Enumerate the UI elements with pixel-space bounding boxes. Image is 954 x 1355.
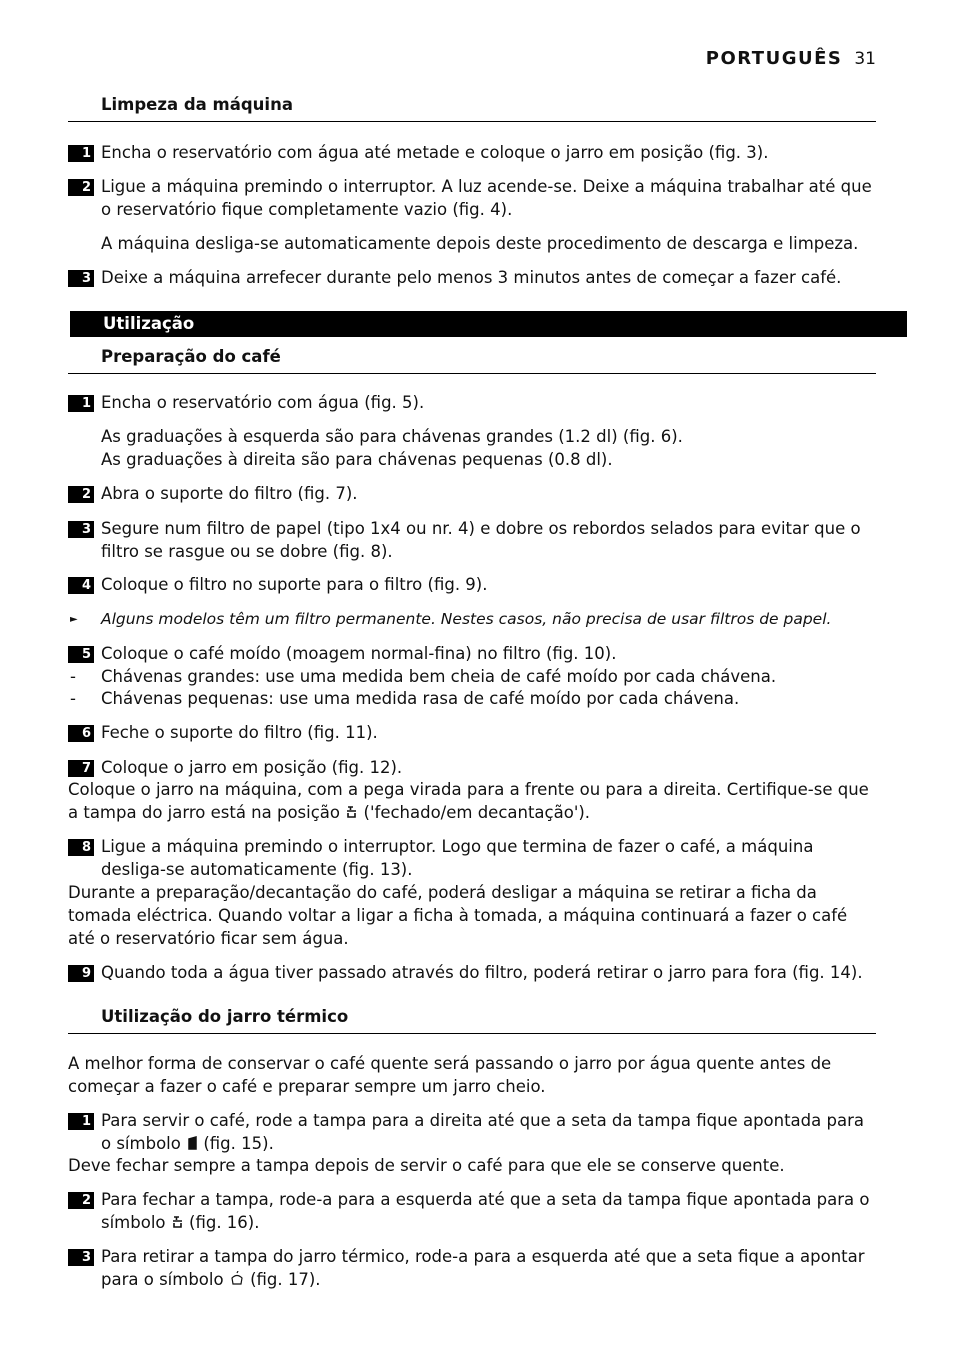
step-text: Segure num filtro de papel (tipo 1x4 ou nr. 4) e dobre os rebordos selados para evitar que o filtro se rasgue ou se dobre (fig. 8).: [101, 519, 861, 561]
step-text: Coloque o café moído (moagem normal-fina) no filtro (fig. 10).: [101, 644, 617, 663]
dash-text: Chávenas grandes: use uma medida bem cheia de café moído por cada chávena.: [101, 667, 777, 686]
step-number: 4: [68, 577, 94, 594]
thermal-step-2: 2 Para fechar a tampa, rode-a para a esquerda até que a seta da tampa fique apontada para o símbolo (fig. 16).: [68, 1188, 876, 1234]
tip-text: Alguns modelos têm um filtro permanente. Nestes casos, não precisa de usar filtros de papel.: [101, 610, 832, 628]
step-text: Encha o reservatório com água até metade e coloque o jarro em posição (fig. 3).: [101, 143, 769, 162]
step-number: 1: [68, 395, 94, 412]
step-number: 3: [68, 521, 94, 538]
step-text: Ligue a máquina premindo o interruptor. Logo que termina de fazer o café, a máquina desliga-se automaticamente (fig. 13).: [101, 837, 814, 879]
dash-item-large-cups: - Chávenas grandes: use uma medida bem cheia de café moído por cada chávena.: [70, 667, 777, 686]
prep-step-6: [68, 721, 876, 744]
prep-step-5: [68, 642, 876, 665]
step-number: 2: [68, 1192, 94, 1209]
prep-step-3: [68, 517, 876, 563]
step-number: 2: [68, 179, 94, 196]
step-text: Coloque o jarro em posição (fig. 12).: [101, 758, 403, 777]
step-text: Ligue a máquina premindo o interruptor. A luz acende-se. Deixe a máquina trabalhar até que o reservatório fique completamente vazio (fig. 4).: [101, 177, 872, 219]
graduation-note-small: As graduações à direita são para chávenas pequenas (0.8 dl).: [101, 450, 613, 469]
tip-permanent-filter: [68, 608, 876, 631]
pour-symbol-icon: [186, 1136, 198, 1151]
step-number: 6: [68, 725, 94, 742]
step-number: 2: [68, 486, 94, 503]
prep-step-1: [68, 391, 876, 414]
jug-position-note: Coloque o jarro na máquina, com a pega virada para a frente ou para a direita. Certifique-se que a tampa do jarro está na posição ('fechado/em decantação').: [68, 780, 869, 822]
bullet-triangle-icon: ►: [70, 614, 78, 625]
step-number: 8: [68, 839, 94, 856]
graduation-note-large: As graduações à esquerda são para chávenas grandes (1.2 dl) (fig. 6).: [101, 427, 683, 446]
close-lid-note: Deve fechar sempre a tampa depois de servir o café para que ele se conserve quente.: [68, 1156, 785, 1175]
step-number: 3: [68, 270, 94, 287]
jug-closed-symbol-icon: [345, 805, 358, 819]
cleaning-step-3: [68, 266, 876, 289]
cleaning-note: A máquina desliga-se automaticamente depois deste procedimento de descarga e limpeza.: [101, 234, 859, 253]
language-label: PORTUGUÊS: [705, 48, 843, 69]
step-number: 7: [68, 760, 94, 777]
step-text: Abra o suporte do filtro (fig. 7).: [101, 484, 358, 503]
prep-step-2: [68, 482, 876, 505]
page-number: 31: [854, 49, 876, 69]
brewing-interrupt-note: Durante a preparação/decantação do café, poderá desligar a máquina se retirar a ficha da tomada eléctrica. Quando voltar a ligar a ficha à tomada, a máquina continuará a fazer o café até o reservatório ficar sem água.: [68, 883, 848, 948]
thermal-step-1: 1 Para servir o café, rode a tampa para a direita até que a seta da tampa fique apontada para o símbolo (fig. 15).: [68, 1109, 876, 1155]
section-title-thermal-jug: Utilização do jarro térmico: [68, 1006, 876, 1034]
step-text: Deixe a máquina arrefecer durante pelo menos 3 minutos antes de começar a fazer café.: [101, 268, 842, 287]
step-text: Quando toda a água tiver passado através do filtro, poderá retirar o jarro para fora (fig. 14).: [101, 963, 863, 982]
dash-item-small-cups: - Chávenas pequenas: use uma medida rasa de café moído por cada chávena.: [70, 689, 740, 708]
prep-step-4: [68, 573, 876, 596]
thermal-step-3: 3 Para retirar a tampa do jarro térmico, rode-a para a esquerda até que a seta fique a apontar para o símbolo (fig. 17).: [68, 1245, 876, 1291]
page-header: [706, 48, 876, 69]
step-number: 5: [68, 646, 94, 663]
step-text: Encha o reservatório com água (fig. 5).: [101, 393, 425, 412]
closed-symbol-icon: [171, 1215, 184, 1229]
section-bar-usage: Utilização: [70, 311, 907, 337]
section-title-preparation: Preparação do café: [68, 346, 876, 374]
step-number: 1: [68, 1113, 94, 1130]
step-number: 9: [68, 965, 94, 982]
section-title-cleaning: Limpeza da máquina: [68, 94, 876, 122]
cleaning-step-2: [68, 175, 876, 221]
cleaning-step-1: [68, 141, 876, 164]
thermal-intro: A melhor forma de conservar o café quente será passando o jarro por água quente antes de começar a fazer o café e preparar sempre um jarro cheio.: [68, 1054, 832, 1096]
step-text: Feche o suporte do filtro (fig. 11).: [101, 723, 378, 742]
step-number: 1: [68, 145, 94, 162]
prep-step-7: [68, 756, 876, 779]
prep-step-8: [68, 835, 876, 881]
prep-step-9: [68, 961, 876, 984]
dash-text: Chávenas pequenas: use uma medida rasa de café moído por cada chávena.: [101, 689, 740, 708]
step-text: Coloque o filtro no suporte para o filtro (fig. 9).: [101, 575, 488, 594]
step-number: 3: [68, 1249, 94, 1266]
remove-lid-symbol-icon: [229, 1271, 245, 1287]
